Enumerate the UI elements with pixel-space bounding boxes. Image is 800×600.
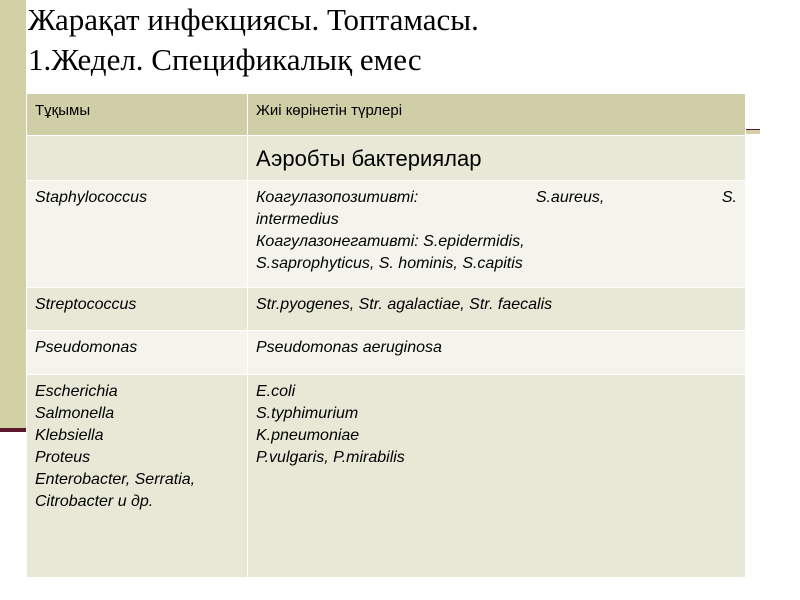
genus-line: Escherichia xyxy=(35,383,118,400)
header-species: Жиі көрінетін түрлері xyxy=(248,94,746,136)
genus-line: Streptococcus xyxy=(35,296,137,313)
genus-line: Citrobacter и др. xyxy=(35,493,154,510)
species-line: E.coli xyxy=(256,383,296,400)
species-cell xyxy=(248,181,746,288)
species-line: P.vulgaris, P.mirabilis xyxy=(256,449,405,466)
species-word: S.aureus, xyxy=(535,189,605,206)
genus-line: Klebsiella xyxy=(35,427,104,444)
section-label: Аэробты бактериялар xyxy=(248,136,746,181)
genus-cell xyxy=(27,331,248,375)
species-line: intermedius xyxy=(256,211,339,228)
species-cell xyxy=(248,331,746,375)
species-cell xyxy=(248,288,746,331)
left-decor-bar xyxy=(0,0,26,432)
genus-line: Staphylococcus xyxy=(35,189,148,206)
table-row xyxy=(27,288,746,331)
bacteria-table xyxy=(26,93,746,578)
species-line: Str.pyogenes, Str. agalactiae, Str. faecalis xyxy=(256,296,553,313)
section-row xyxy=(27,136,746,181)
species-line: S.saprophyticus, S. hominis, S.capitis xyxy=(256,255,523,272)
species-line: S.typhimurium xyxy=(256,405,359,422)
species-justified-line xyxy=(256,187,737,209)
species-line: Коагулазонегативті: S.epidermidis, xyxy=(256,233,525,250)
species-cell xyxy=(248,375,746,578)
genus-line: Enterobacter, Serratia, xyxy=(35,471,196,488)
table-header-row xyxy=(27,94,746,136)
genus-cell xyxy=(27,288,248,331)
genus-line: Pseudomonas xyxy=(35,339,138,356)
genus-line: Salmonella xyxy=(35,405,115,422)
left-decor-line xyxy=(0,428,26,432)
species-line: K.pneumoniae xyxy=(256,427,360,444)
genus-cell xyxy=(27,181,248,288)
species-word: Коагулазопозитивті: xyxy=(256,189,419,206)
title-line-2: 1.Жедел. Спецификалық емес xyxy=(28,42,422,77)
species-word: S. xyxy=(721,189,737,206)
title-line-1: Жарақат инфекциясы. Топтамасы. xyxy=(28,2,479,37)
genus-line: Proteus xyxy=(35,449,91,466)
genus-cell xyxy=(27,375,248,578)
section-empty-cell xyxy=(27,136,248,181)
right-decor-mark xyxy=(746,129,760,134)
table-row xyxy=(27,375,746,578)
header-genus: Тұқымы xyxy=(27,94,248,136)
slide-title xyxy=(28,0,768,80)
species-line: Pseudomonas aeruginosa xyxy=(256,339,442,356)
table-row xyxy=(27,331,746,375)
table-row xyxy=(27,181,746,288)
